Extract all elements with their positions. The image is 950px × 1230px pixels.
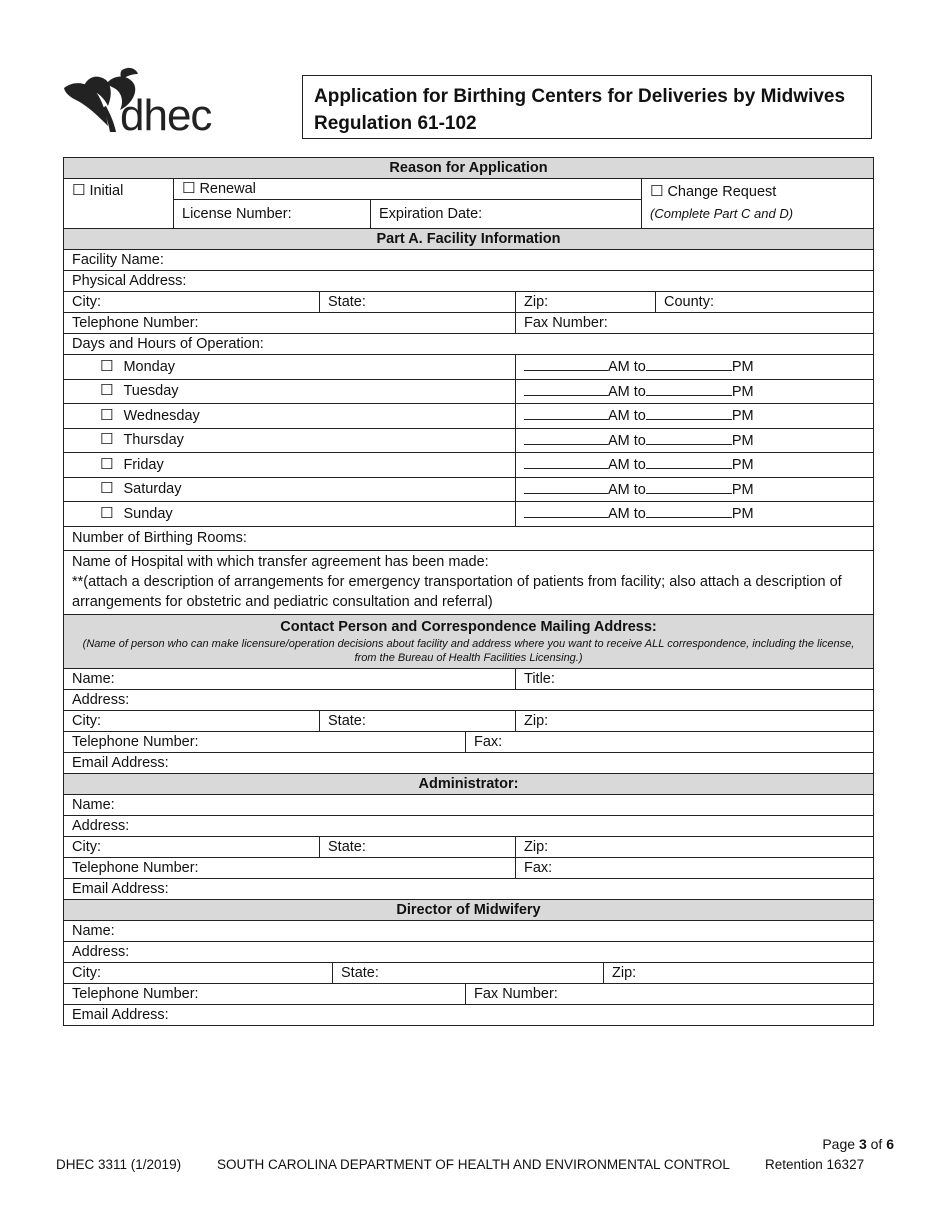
contact-email-field[interactable]: Email Address: <box>64 752 874 773</box>
director-zip-field[interactable]: Zip: <box>604 962 874 983</box>
birthing-rooms-field[interactable]: Number of Birthing Rooms: <box>64 526 874 550</box>
contact-city-field[interactable]: City: <box>64 710 320 731</box>
contact-address-field[interactable]: Address: <box>64 689 874 710</box>
contact-heading: Contact Person and Correspondence Mailing Address: <box>280 618 657 635</box>
admin-zip-field[interactable]: Zip: <box>516 836 874 857</box>
admin-fax-field[interactable]: Fax: <box>516 857 874 878</box>
director-city-field[interactable]: City: <box>64 962 333 983</box>
checkbox-icon[interactable]: ☐ <box>100 406 114 424</box>
director-table <box>63 899 874 1026</box>
retention-code: Retention 16327 <box>765 1157 865 1172</box>
hours-field[interactable]: AM to PM <box>516 379 874 404</box>
checkbox-icon[interactable]: ☐ <box>650 183 664 200</box>
hospital-transfer-field[interactable] <box>64 550 874 614</box>
fax-number-field[interactable]: Fax Number: <box>516 313 874 334</box>
checkbox-icon[interactable]: ☐ <box>100 382 114 400</box>
day-option[interactable]: ☐ Tuesday <box>64 379 516 404</box>
change-request-note: (Complete Part C and D) <box>650 206 794 221</box>
palmetto-logo-icon <box>62 66 237 138</box>
telephone-field[interactable]: Telephone Number: <box>64 313 516 334</box>
day-option[interactable]: ☐ Sunday <box>64 502 516 527</box>
checkbox-icon[interactable]: ☐ <box>100 455 114 473</box>
checkbox-icon[interactable]: ☐ <box>100 504 114 522</box>
director-fax-field[interactable]: Fax Number: <box>466 983 874 1004</box>
svg-text:dhec: dhec <box>120 91 212 138</box>
admin-state-field[interactable]: State: <box>320 836 516 857</box>
city-field[interactable]: City: <box>64 292 320 313</box>
county-field[interactable]: County: <box>656 292 874 313</box>
checkbox-icon[interactable]: ☐ <box>72 182 86 199</box>
admin-telephone-field[interactable]: Telephone Number: <box>64 857 516 878</box>
checkbox-icon[interactable]: ☐ <box>100 431 114 449</box>
administrator-heading: Administrator: <box>64 773 874 794</box>
admin-address-field[interactable]: Address: <box>64 815 874 836</box>
contact-heading-cell <box>64 614 874 668</box>
state-field[interactable]: State: <box>320 292 516 313</box>
day-row-tuesday <box>64 379 874 404</box>
day-option[interactable]: ☐ Saturday <box>64 477 516 502</box>
day-row-thursday <box>64 428 874 453</box>
contact-note: (Name of person who can make licensure/operation decisions about facility and address where you want to receive ALL correspondence, including the license, from the Bureau of Health Facilities Licensing.) <box>82 637 855 664</box>
change-request-option[interactable]: ☐ Change Request (Complete Part C and D) <box>642 179 874 229</box>
checkbox-icon[interactable]: ☐ <box>100 480 114 498</box>
director-heading: Director of Midwifery <box>64 899 874 920</box>
initial-option[interactable]: ☐ Initial <box>64 179 174 229</box>
reason-heading: Reason for Application <box>64 158 874 179</box>
department-name: SOUTH CAROLINA DEPARTMENT OF HEALTH AND ENVIRONMENTAL CONTROL <box>217 1157 730 1172</box>
physical-address-field[interactable]: Physical Address: <box>64 271 874 292</box>
days-hours-label: Days and Hours of Operation: <box>64 334 874 355</box>
day-row-saturday <box>64 477 874 502</box>
form-title-box <box>302 75 872 139</box>
contact-name-field[interactable]: Name: <box>64 668 516 689</box>
administrator-table <box>63 773 874 900</box>
contact-telephone-field[interactable]: Telephone Number: <box>64 731 466 752</box>
hours-field[interactable]: AM to PM <box>516 428 874 453</box>
day-row-monday <box>64 355 874 380</box>
hospital-transfer-label: Name of Hospital with which transfer agreement has been made: <box>72 553 489 570</box>
day-row-friday <box>64 453 874 478</box>
regulation-number: Regulation 61-102 <box>314 113 477 134</box>
facility-name-field[interactable]: Facility Name: <box>64 250 874 271</box>
director-name-field[interactable]: Name: <box>64 920 874 941</box>
contact-state-field[interactable]: State: <box>320 710 516 731</box>
admin-name-field[interactable]: Name: <box>64 794 874 815</box>
hours-field[interactable]: AM to PM <box>516 502 874 527</box>
renewal-option[interactable]: ☐ Renewal <box>174 179 642 200</box>
director-state-field[interactable]: State: <box>333 962 604 983</box>
form-title: Application for Birthing Centers for Deliveries by Midwives <box>314 86 846 107</box>
director-email-field[interactable]: Email Address: <box>64 1004 874 1025</box>
contact-fax-field[interactable]: Fax: <box>466 731 874 752</box>
part-a-heading: Part A. Facility Information <box>64 229 874 250</box>
zip-field[interactable]: Zip: <box>516 292 656 313</box>
day-option[interactable]: ☐ Friday <box>64 453 516 478</box>
reason-table <box>63 157 874 229</box>
facility-info-table <box>63 228 874 615</box>
contact-table <box>63 614 874 774</box>
expiration-date-field[interactable]: Expiration Date: <box>371 200 642 229</box>
dhec-logo <box>62 66 237 138</box>
checkbox-icon[interactable]: ☐ <box>100 357 114 375</box>
form-id: DHEC 3311 (1/2019) <box>56 1157 182 1172</box>
contact-title-field[interactable]: Title: <box>516 668 874 689</box>
hours-field[interactable]: AM to PM <box>516 355 874 380</box>
day-row-wednesday <box>64 404 874 429</box>
application-form <box>63 157 874 1026</box>
page-number: Page 3 of 6 <box>822 1136 894 1152</box>
checkbox-icon[interactable]: ☐ <box>182 180 196 197</box>
transfer-note: **(attach a description of arrangements for emergency transportation of patients from facility; also attach a description of arrangements for obstetric and pediatric consultation and referral) <box>72 573 842 610</box>
director-telephone-field[interactable]: Telephone Number: <box>64 983 466 1004</box>
day-option[interactable]: ☐ Thursday <box>64 428 516 453</box>
license-number-field[interactable]: License Number: <box>174 200 371 229</box>
day-option[interactable]: ☐ Wednesday <box>64 404 516 429</box>
hours-field[interactable]: AM to PM <box>516 404 874 429</box>
admin-city-field[interactable]: City: <box>64 836 320 857</box>
contact-zip-field[interactable]: Zip: <box>516 710 874 731</box>
day-option[interactable]: ☐ Monday <box>64 355 516 380</box>
admin-email-field[interactable]: Email Address: <box>64 878 874 899</box>
hours-field[interactable]: AM to PM <box>516 453 874 478</box>
director-address-field[interactable]: Address: <box>64 941 874 962</box>
day-row-sunday <box>64 502 874 527</box>
hours-field[interactable]: AM to PM <box>516 477 874 502</box>
